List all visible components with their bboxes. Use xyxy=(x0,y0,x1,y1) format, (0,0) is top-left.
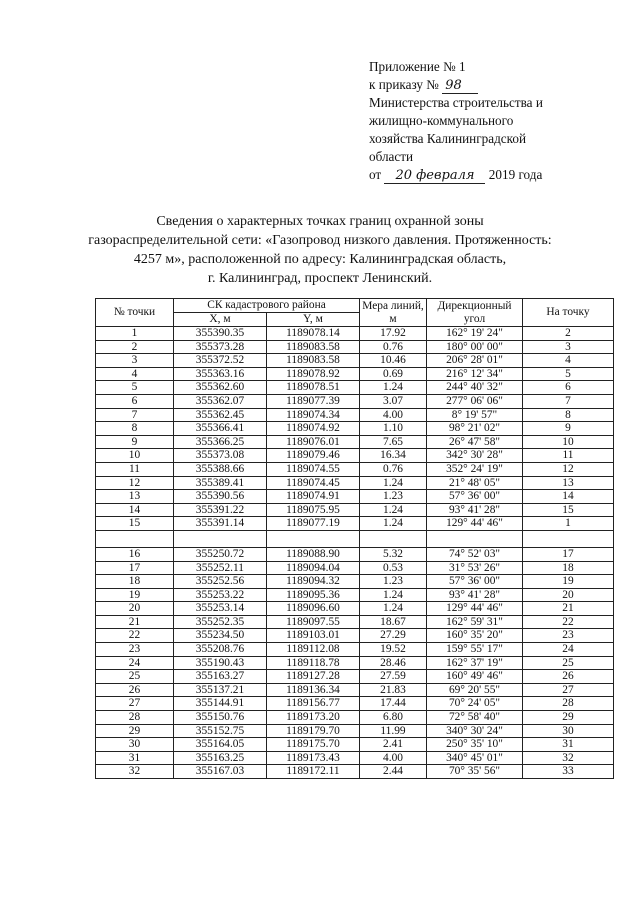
line-length: 6.80 xyxy=(360,711,427,725)
direction-angle: 206° 28' 01" xyxy=(427,354,523,368)
empty-cell xyxy=(360,530,427,547)
ministry-line-2: жилищно-коммунального xyxy=(369,113,514,128)
next-point: 19 xyxy=(523,575,614,589)
point-number: 4 xyxy=(96,367,174,381)
point-number: 30 xyxy=(96,738,174,752)
line-length: 0.69 xyxy=(360,367,427,381)
coord-x: 355391.14 xyxy=(174,517,267,531)
line-length: 1.24 xyxy=(360,476,427,490)
direction-angle: 93° 41' 28" xyxy=(427,588,523,602)
point-number: 6 xyxy=(96,394,174,408)
coord-y: 1189074.45 xyxy=(267,476,360,490)
heading-line-3: 4257 м», расположенной по адресу: Калининградская область, xyxy=(133,252,507,267)
table-row xyxy=(96,354,614,368)
line-length: 0.76 xyxy=(360,340,427,354)
date-line xyxy=(369,166,543,184)
direction-angle: 180° 00' 00" xyxy=(427,340,523,354)
table-row xyxy=(96,602,614,616)
table-body xyxy=(96,327,614,779)
direction-angle: 162° 59' 31" xyxy=(427,615,523,629)
next-point: 11 xyxy=(523,449,614,463)
next-point: 3 xyxy=(523,340,614,354)
direction-angle: 57° 36' 00" xyxy=(427,490,523,504)
coord-y: 1189077.39 xyxy=(267,394,360,408)
order-line xyxy=(369,76,543,94)
coord-x: 355366.25 xyxy=(174,435,267,449)
coord-y: 1189078.14 xyxy=(267,327,360,341)
table-row xyxy=(96,547,614,561)
point-number: 32 xyxy=(96,765,174,779)
date-suffix: 2019 года xyxy=(488,167,543,182)
direction-angle: 26° 47' 58" xyxy=(427,435,523,449)
empty-cell xyxy=(174,530,267,547)
heading-line-2: газораспределительной сети: «Газопровод низкого давления. Протяженность: xyxy=(88,233,552,248)
line-length: 11.99 xyxy=(360,724,427,738)
coord-x: 355363.16 xyxy=(174,367,267,381)
coord-y: 1189083.58 xyxy=(267,354,360,368)
coord-y: 1189074.92 xyxy=(267,422,360,436)
coord-x: 355144.91 xyxy=(174,697,267,711)
line-length: 16.34 xyxy=(360,449,427,463)
coord-x: 355253.22 xyxy=(174,588,267,602)
direction-angle: 277° 06' 06" xyxy=(427,394,523,408)
point-number: 9 xyxy=(96,435,174,449)
line-length: 28.46 xyxy=(360,656,427,670)
next-point: 18 xyxy=(523,561,614,575)
next-point: 4 xyxy=(523,354,614,368)
coord-x: 355163.25 xyxy=(174,751,267,765)
table-row xyxy=(96,490,614,504)
line-length: 0.76 xyxy=(360,462,427,476)
direction-angle: 340° 45' 01" xyxy=(427,751,523,765)
coord-y: 1189094.32 xyxy=(267,575,360,589)
direction-angle: 250° 35' 10" xyxy=(427,738,523,752)
coord-x: 355252.11 xyxy=(174,561,267,575)
direction-angle: 352° 24' 19" xyxy=(427,462,523,476)
table-row xyxy=(96,656,614,670)
table-row xyxy=(96,476,614,490)
point-number: 25 xyxy=(96,670,174,684)
table-row xyxy=(96,381,614,395)
table-row xyxy=(96,462,614,476)
coord-x: 355362.60 xyxy=(174,381,267,395)
next-point: 17 xyxy=(523,547,614,561)
line-length: 0.53 xyxy=(360,561,427,575)
next-point: 29 xyxy=(523,711,614,725)
coord-y: 1189078.92 xyxy=(267,367,360,381)
coord-y: 1189096.60 xyxy=(267,602,360,616)
point-number: 18 xyxy=(96,575,174,589)
coord-y: 1189077.19 xyxy=(267,517,360,531)
direction-angle: 160° 35' 20" xyxy=(427,629,523,643)
coord-y: 1189127.28 xyxy=(267,670,360,684)
point-number: 7 xyxy=(96,408,174,422)
direction-angle: 74° 52' 03" xyxy=(427,547,523,561)
header-angle: Дирекционный угол xyxy=(427,299,523,327)
coord-x: 355388.66 xyxy=(174,462,267,476)
coord-x: 355234.50 xyxy=(174,629,267,643)
point-number: 23 xyxy=(96,643,174,657)
coord-y: 1189074.55 xyxy=(267,462,360,476)
point-number: 15 xyxy=(96,517,174,531)
point-number: 20 xyxy=(96,602,174,616)
next-point: 1 xyxy=(523,517,614,531)
table-row xyxy=(96,367,614,381)
line-length: 5.32 xyxy=(360,547,427,561)
direction-angle: 72° 58' 40" xyxy=(427,711,523,725)
line-length: 17.44 xyxy=(360,697,427,711)
direction-angle: 216° 12' 34" xyxy=(427,367,523,381)
next-point: 8 xyxy=(523,408,614,422)
line-length: 4.00 xyxy=(360,408,427,422)
point-number: 17 xyxy=(96,561,174,575)
coord-x: 355163.27 xyxy=(174,670,267,684)
line-length: 2.41 xyxy=(360,738,427,752)
next-point: 12 xyxy=(523,462,614,476)
header-y: Y, м xyxy=(267,313,360,327)
coord-x: 355164.05 xyxy=(174,738,267,752)
next-point: 13 xyxy=(523,476,614,490)
next-point: 10 xyxy=(523,435,614,449)
coord-x: 355362.45 xyxy=(174,408,267,422)
line-length: 27.59 xyxy=(360,670,427,684)
line-length: 2.44 xyxy=(360,765,427,779)
point-number: 24 xyxy=(96,656,174,670)
direction-angle: 93° 41' 28" xyxy=(427,503,523,517)
coord-y: 1189112.08 xyxy=(267,643,360,657)
coord-x: 355150.76 xyxy=(174,711,267,725)
coord-x: 355253.14 xyxy=(174,602,267,616)
table-row xyxy=(96,327,614,341)
document-heading xyxy=(60,212,580,288)
coord-y: 1189095.36 xyxy=(267,588,360,602)
coord-y: 1189156.77 xyxy=(267,697,360,711)
coord-y: 1189078.51 xyxy=(267,381,360,395)
next-point: 14 xyxy=(523,490,614,504)
table-row xyxy=(96,435,614,449)
direction-angle: 57° 36' 00" xyxy=(427,575,523,589)
point-number: 14 xyxy=(96,503,174,517)
coord-y: 1189075.95 xyxy=(267,503,360,517)
next-point: 25 xyxy=(523,656,614,670)
header-coordinate-system: СК кадастрового района xyxy=(174,299,360,313)
direction-angle: 129° 44' 46" xyxy=(427,602,523,616)
line-length: 7.65 xyxy=(360,435,427,449)
coord-y: 1189179.70 xyxy=(267,724,360,738)
point-number: 27 xyxy=(96,697,174,711)
point-number: 28 xyxy=(96,711,174,725)
ministry-line-1: Министерства строительства и xyxy=(369,95,543,110)
coord-x: 355250.72 xyxy=(174,547,267,561)
point-number: 22 xyxy=(96,629,174,643)
table-row xyxy=(96,561,614,575)
point-number: 1 xyxy=(96,327,174,341)
table-row xyxy=(96,751,614,765)
next-point: 5 xyxy=(523,367,614,381)
direction-angle: 8° 19' 57" xyxy=(427,408,523,422)
table-row xyxy=(96,629,614,643)
direction-angle: 162° 37' 19" xyxy=(427,656,523,670)
coord-x: 355137.21 xyxy=(174,683,267,697)
line-length: 4.00 xyxy=(360,751,427,765)
table-row xyxy=(96,503,614,517)
coord-x: 355373.08 xyxy=(174,449,267,463)
direction-angle: 70° 24' 05" xyxy=(427,697,523,711)
line-length: 1.24 xyxy=(360,517,427,531)
direction-angle: 244° 40' 32" xyxy=(427,381,523,395)
direction-angle: 160° 49' 46" xyxy=(427,670,523,684)
coord-y: 1189173.20 xyxy=(267,711,360,725)
next-point: 6 xyxy=(523,381,614,395)
table-separator-row xyxy=(96,530,614,547)
coord-y: 1189118.78 xyxy=(267,656,360,670)
direction-angle: 159° 55' 17" xyxy=(427,643,523,657)
coord-x: 355390.56 xyxy=(174,490,267,504)
next-point: 9 xyxy=(523,422,614,436)
table-row xyxy=(96,711,614,725)
table-row xyxy=(96,517,614,531)
coord-x: 355390.35 xyxy=(174,327,267,341)
handwritten-date: 20 февраля xyxy=(384,169,485,184)
point-number: 16 xyxy=(96,547,174,561)
direction-angle: 162° 19' 24" xyxy=(427,327,523,341)
point-number: 21 xyxy=(96,615,174,629)
next-point: 23 xyxy=(523,629,614,643)
point-number: 19 xyxy=(96,588,174,602)
coord-y: 1189079.46 xyxy=(267,449,360,463)
line-length: 18.67 xyxy=(360,615,427,629)
direction-angle: 31° 53' 26" xyxy=(427,561,523,575)
coord-x: 355167.03 xyxy=(174,765,267,779)
next-point: 20 xyxy=(523,588,614,602)
point-number: 10 xyxy=(96,449,174,463)
point-number: 12 xyxy=(96,476,174,490)
order-prefix: к приказу № xyxy=(369,77,439,92)
coord-x: 355152.75 xyxy=(174,724,267,738)
empty-cell xyxy=(523,530,614,547)
coord-x: 355208.76 xyxy=(174,643,267,657)
line-length: 17.92 xyxy=(360,327,427,341)
next-point: 24 xyxy=(523,643,614,657)
coord-y: 1189136.34 xyxy=(267,683,360,697)
line-length: 1.24 xyxy=(360,602,427,616)
next-point: 28 xyxy=(523,697,614,711)
header-point: № точки xyxy=(96,299,174,327)
table-row xyxy=(96,449,614,463)
empty-cell xyxy=(267,530,360,547)
point-number: 5 xyxy=(96,381,174,395)
point-number: 8 xyxy=(96,422,174,436)
direction-angle: 342° 30' 28" xyxy=(427,449,523,463)
date-prefix: от xyxy=(369,167,382,182)
next-point: 26 xyxy=(523,670,614,684)
coord-y: 1189076.01 xyxy=(267,435,360,449)
table-row xyxy=(96,615,614,629)
next-point: 21 xyxy=(523,602,614,616)
table-row xyxy=(96,683,614,697)
header-to-point: На точку xyxy=(523,299,614,327)
coord-y: 1189173.43 xyxy=(267,751,360,765)
point-number: 26 xyxy=(96,683,174,697)
table-row xyxy=(96,643,614,657)
coord-y: 1189083.58 xyxy=(267,340,360,354)
line-length: 1.10 xyxy=(360,422,427,436)
line-length: 10.46 xyxy=(360,354,427,368)
coord-y: 1189103.01 xyxy=(267,629,360,643)
heading-line-1: Сведения о характерных точках границ охранной зоны xyxy=(156,214,484,229)
points-table xyxy=(95,298,614,779)
table-header-row xyxy=(96,299,614,313)
coord-x: 355391.22 xyxy=(174,503,267,517)
coord-x: 355190.43 xyxy=(174,656,267,670)
table-row xyxy=(96,738,614,752)
table-row xyxy=(96,340,614,354)
next-point: 32 xyxy=(523,751,614,765)
point-number: 11 xyxy=(96,462,174,476)
table-row xyxy=(96,394,614,408)
next-point: 15 xyxy=(523,503,614,517)
coord-x: 355252.35 xyxy=(174,615,267,629)
ministry-line-3: хозяйства Калининградской xyxy=(369,131,527,146)
table-row xyxy=(96,422,614,436)
line-length: 1.24 xyxy=(360,503,427,517)
next-point: 27 xyxy=(523,683,614,697)
line-length: 1.23 xyxy=(360,575,427,589)
line-length: 27.29 xyxy=(360,629,427,643)
table-row xyxy=(96,588,614,602)
heading-line-4: г. Калининград, проспект Ленинский. xyxy=(207,271,433,286)
coord-y: 1189097.55 xyxy=(267,615,360,629)
next-point: 31 xyxy=(523,738,614,752)
line-length: 1.23 xyxy=(360,490,427,504)
coord-y: 1189175.70 xyxy=(267,738,360,752)
coord-y: 1189074.91 xyxy=(267,490,360,504)
direction-angle: 340° 30' 24" xyxy=(427,724,523,738)
next-point: 7 xyxy=(523,394,614,408)
appendix-title: Приложение № 1 xyxy=(369,59,466,74)
table-row xyxy=(96,724,614,738)
ministry-line-4: области xyxy=(369,149,414,164)
coord-x: 355372.52 xyxy=(174,354,267,368)
header-measure: Мера линий, м xyxy=(360,299,427,327)
direction-angle: 129° 44' 46" xyxy=(427,517,523,531)
table-row xyxy=(96,765,614,779)
coord-y: 1189172.11 xyxy=(267,765,360,779)
direction-angle: 21° 48' 05" xyxy=(427,476,523,490)
next-point: 22 xyxy=(523,615,614,629)
coord-x: 355366.41 xyxy=(174,422,267,436)
empty-cell xyxy=(427,530,523,547)
coord-y: 1189094.04 xyxy=(267,561,360,575)
direction-angle: 70° 35' 56" xyxy=(427,765,523,779)
next-point: 2 xyxy=(523,327,614,341)
line-length: 1.24 xyxy=(360,588,427,602)
line-length: 19.52 xyxy=(360,643,427,657)
table-row xyxy=(96,575,614,589)
point-number: 29 xyxy=(96,724,174,738)
point-number: 13 xyxy=(96,490,174,504)
coord-y: 1189074.34 xyxy=(267,408,360,422)
point-number: 2 xyxy=(96,340,174,354)
table-row xyxy=(96,697,614,711)
table-row xyxy=(96,670,614,684)
header-x: X, м xyxy=(174,313,267,327)
coord-x: 355389.41 xyxy=(174,476,267,490)
line-length: 1.24 xyxy=(360,381,427,395)
next-point: 30 xyxy=(523,724,614,738)
line-length: 3.07 xyxy=(360,394,427,408)
appendix-block xyxy=(369,58,543,184)
coord-x: 355373.28 xyxy=(174,340,267,354)
line-length: 21.83 xyxy=(360,683,427,697)
point-number: 3 xyxy=(96,354,174,368)
coord-x: 355362.07 xyxy=(174,394,267,408)
next-point: 33 xyxy=(523,765,614,779)
coord-x: 355252.56 xyxy=(174,575,267,589)
table-row xyxy=(96,408,614,422)
point-number: 31 xyxy=(96,751,174,765)
direction-angle: 98° 21' 02" xyxy=(427,422,523,436)
coord-y: 1189088.90 xyxy=(267,547,360,561)
empty-cell xyxy=(96,530,174,547)
handwritten-order-number: 98 xyxy=(442,79,478,94)
direction-angle: 69° 20' 55" xyxy=(427,683,523,697)
